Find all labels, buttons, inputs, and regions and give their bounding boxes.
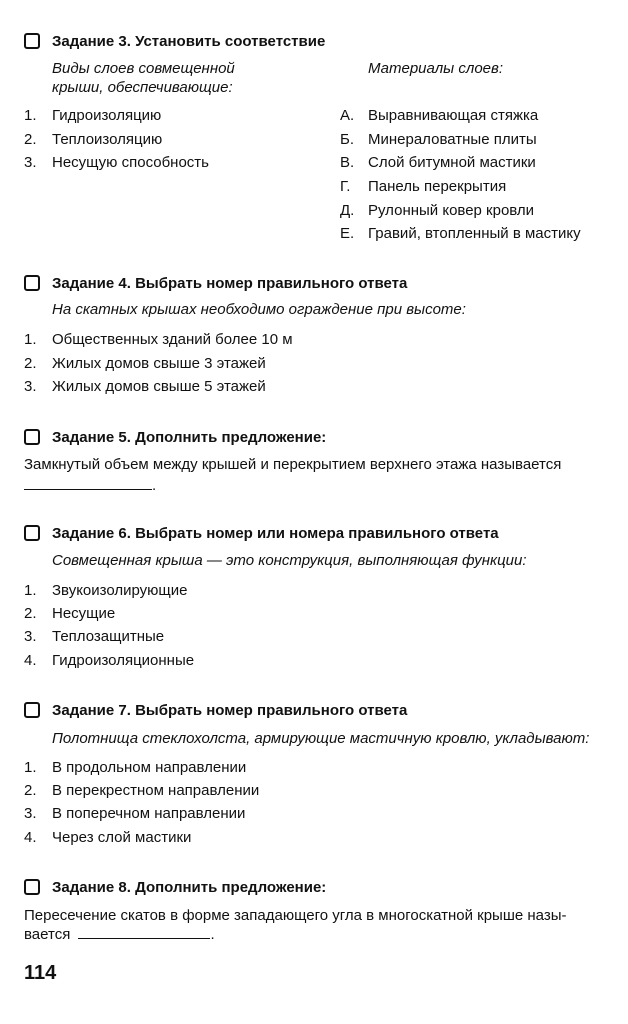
task-6-option: 2. Несущие: [24, 604, 116, 622]
task-6-question: Совмещенная крыша — это конструкция, выполняющая функции:: [52, 552, 527, 569]
task-6-option: 1. Звукоизолирующие: [24, 581, 188, 599]
task-7-option: 1. В продольном направлении: [24, 758, 247, 776]
task-8-period: .: [210, 926, 215, 943]
task-8-title: Задание 8. Дополнить предложение:: [52, 878, 327, 896]
task-4-option: 3. Жилых домов свыше 5 этажей: [24, 377, 266, 395]
task-3-right-item: Д. Рулонный ковер кровли: [340, 201, 535, 219]
task-3-right-header: Материалы слоев:: [368, 60, 504, 77]
task-8-blank[interactable]: [78, 926, 210, 939]
task-6-option: 3. Теплозащитные: [24, 627, 165, 645]
task-4-header: [24, 272, 407, 294]
task-8-checkbox[interactable]: [24, 879, 40, 895]
task-3-left-item: 3. Несущую способность: [24, 153, 209, 171]
task-6-checkbox[interactable]: [24, 525, 40, 541]
task-5-blank[interactable]: [24, 477, 152, 490]
task-3-left-header-line1: Виды слоев совмещенной: [52, 60, 235, 77]
task-4-checkbox[interactable]: [24, 275, 40, 291]
task-7-option: 2. В перекрестном направлении: [24, 781, 260, 799]
task-3-checkbox[interactable]: [24, 33, 40, 49]
task-3-left-item: 2. Теплоизоляцию: [24, 130, 163, 148]
task-5-header: [24, 426, 326, 448]
task-3-right-item: В. Слой битумной мастики: [340, 153, 536, 171]
task-8-header: [24, 876, 326, 898]
task-3-right-item: Е. Гравий, втопленный в мастику: [340, 224, 581, 242]
task-7-header: [24, 699, 407, 721]
task-3-title: Задание 3. Установить соответствие: [52, 32, 326, 50]
task-7-option: 3. В поперечном направлении: [24, 804, 246, 822]
task-7-option: 4. Через слой мастики: [24, 828, 192, 846]
page-number: 114: [24, 962, 57, 984]
task-4-option: 2. Жилых домов свыше 3 этажей: [24, 354, 266, 372]
task-6-title: Задание 6. Выбрать номер или номера правильного ответа: [52, 524, 499, 542]
task-3-left-header-line2: крыши, обеспечивающие:: [52, 79, 233, 96]
task-4-option: 1. Общественных зданий более 10 м: [24, 330, 293, 348]
task-5-title: Задание 5. Дополнить предложение:: [52, 428, 327, 446]
task-7-question: Полотнища стеклохолста, армирующие мастичную кровлю, укладывают:: [52, 730, 590, 747]
task-6-option: 4. Гидроизоляционные: [24, 651, 195, 669]
task-6-header: [24, 522, 499, 544]
task-5-sentence: Замкнутый объем между крышей и перекрытием верхнего этажа называется: [24, 456, 562, 473]
task-4-title: Задание 4. Выбрать номер правильного ответа: [52, 274, 408, 292]
task-7-checkbox[interactable]: [24, 702, 40, 718]
task-4-question: На скатных крышах необходимо ограждение при высоте:: [52, 301, 466, 318]
task-3-right-item: Б. Минераловатные плиты: [340, 130, 537, 148]
task-3-header: [24, 30, 325, 52]
task-8-sentence-line2: [24, 926, 215, 943]
task-5-checkbox[interactable]: [24, 429, 40, 445]
task-3-right-item: Г. Панель перекрытия: [340, 177, 507, 195]
task-3-right-item: А. Выравнивающая стяжка: [340, 106, 539, 124]
task-8-sentence-line1: Пересечение скатов в форме западающего угла в многоскатной крыше назы-: [24, 907, 567, 924]
task-8-sentence-end: вается: [24, 926, 71, 943]
task-5-answer-line: [24, 477, 156, 494]
task-7-title: Задание 7. Выбрать номер правильного ответа: [52, 701, 408, 719]
task-5-period: .: [152, 477, 157, 494]
task-3-left-item: 1. Гидроизоляцию: [24, 106, 162, 124]
